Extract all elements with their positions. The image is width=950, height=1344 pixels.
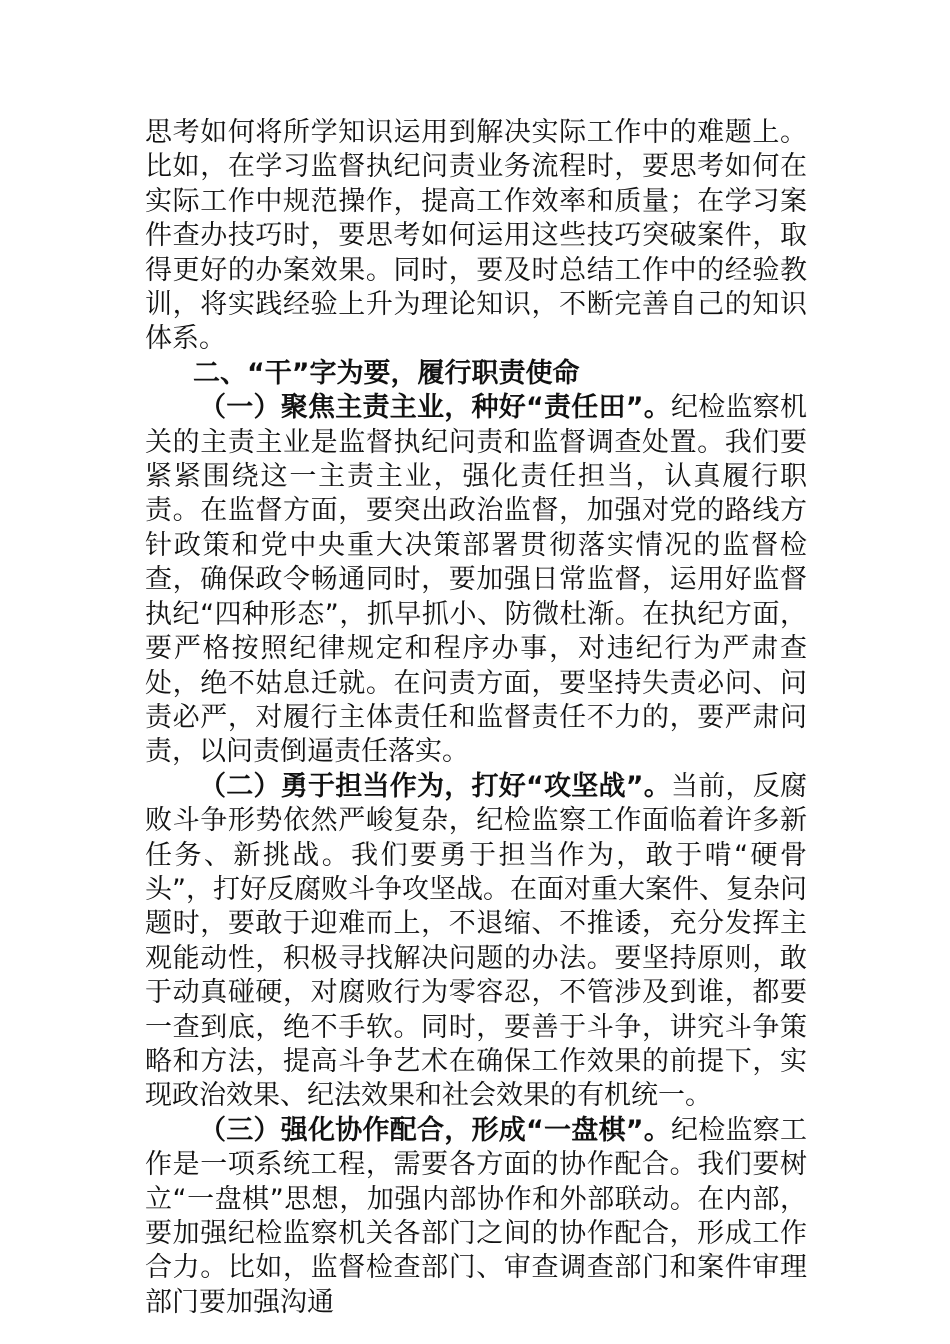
subsection-body-2: 当前，反腐败斗争形势依然严峻复杂，纪检监察工作面临着许多新任务、新挑战。我们要勇于担当作为，敢于啃“硬骨头”，打好反腐败斗争攻坚战。在面对重大案件、复杂问题时，要敢于迎难而上，不退缩、不推诿，充分发挥主观能动性，积极寻找解决问题的办法。要坚持原则，敢于动真碰硬，对腐败行为零容忍，不管涉及到谁，都要一查到底，绝不手软。同时，要善于斗争，讲究斗争策略和方法，提高斗争艺术在确保工作效果的前提下，实现政治效果、纪法效果和社会效果的有机统一。 xyxy=(145,770,807,1112)
subsection-lead-2: （二）勇于担当作为，打好“攻坚战”。 xyxy=(199,770,671,802)
document-body xyxy=(145,116,807,1320)
subsection-lead-3: （三）强化协作配合，形成“一盘棋”。 xyxy=(199,1114,671,1146)
section-heading: 二、“干”字为要，履行职责使命 xyxy=(193,357,580,389)
subsection-body-1: 纪检监察机关的主责主业是监督执纪问责和监督调查处置。我们要紧紧围绕这一主责主业，强化责任担当，认真履行职责。在监督方面，要突出政治监督，加强对党的路线方针政策和党中央重大决策部署贯彻落实情况的监督检查，确保政令畅通同时，要加强日常监督，运用好监督执纪“四种形态”，抓早抓小、防微杜渐。在执纪方面，要严格按照纪律规定和程序办事，对违纪行为严肃查处，绝不姑息迁就。在问责方面，要坚持失责必问、问责必严，对履行主体责任和监督责任不力的，要严肃问责，以问责倒逼责任落实。 xyxy=(145,392,807,768)
intro-paragraph: 思考如何将所学知识运用到解决实际工作中的难题上。比如，在学习监督执纪问责业务流程时，要思考如何在实际工作中规范操作，提高工作效率和质量；在学习案件查办技巧时，要思考如何运用这些技巧突破案件，取得更好的办案效果。同时，要及时总结工作中的经验教训，将实践经验上升为理论知识，不断完善自己的知识体系。 xyxy=(145,117,807,355)
subsection-paragraph-1 xyxy=(145,391,807,769)
subsection-lead-1: （一）聚焦主责主业，种好“责任田”。 xyxy=(199,392,671,424)
subsection-body-3: 纪检监察工作是一项系统工程，需要各方面的协作配合。我们要树立“一盘棋”思想，加强内部协作和外部联动。在内部，要加强纪检监察机关各部门之间的协作配合，形成工作合力。比如，监督检查部门、审查调查部门和案件审理部门要加强沟通 xyxy=(145,1114,807,1318)
subsection-paragraph-3 xyxy=(145,1114,807,1320)
subsection-paragraph-2 xyxy=(145,770,807,1114)
